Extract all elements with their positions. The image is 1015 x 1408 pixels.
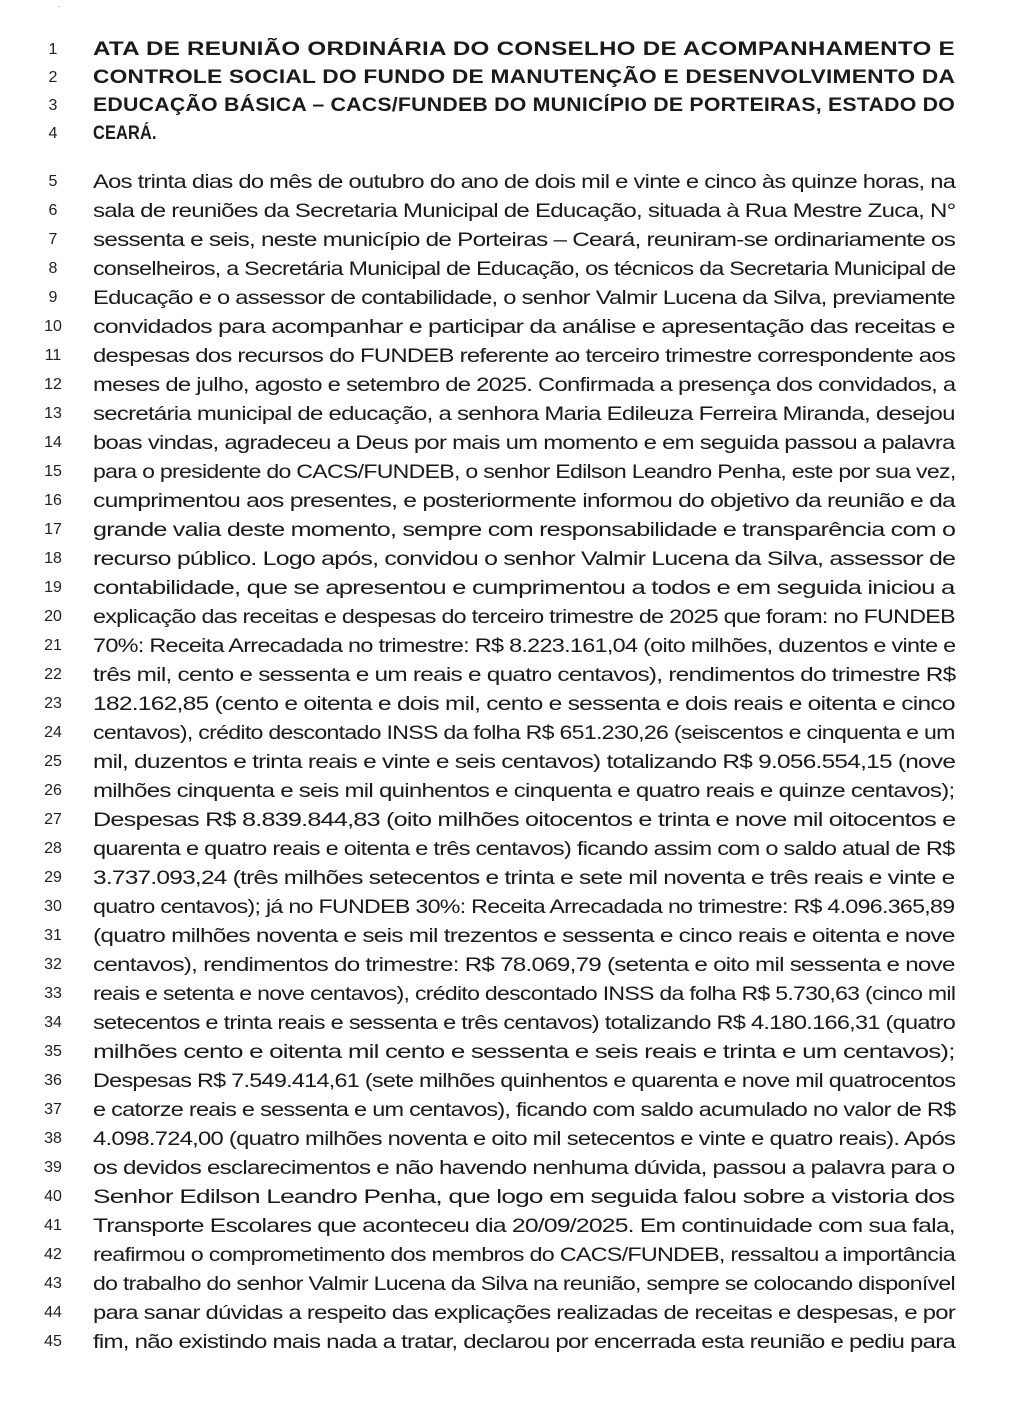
body-line xyxy=(0,690,1015,718)
title-line xyxy=(0,92,1015,120)
body-line xyxy=(0,284,1015,312)
line-number: 42 xyxy=(44,1246,62,1263)
body-line xyxy=(0,487,1015,515)
body-line xyxy=(0,1038,1015,1066)
body-text: milhões cinquenta e seis mil quinhentos e cinquenta e quatro reais e quinze centavos); xyxy=(93,780,955,802)
body-line xyxy=(0,1154,1015,1182)
line-number: 29 xyxy=(44,869,62,886)
line-number: 8 xyxy=(48,260,58,277)
body-text: grande valia deste momento, sempre com responsabilidade e transparência com o xyxy=(93,519,956,541)
line-number: 40 xyxy=(44,1188,62,1205)
line-number: 31 xyxy=(44,927,62,944)
body-text: e catorze reais e sessenta e um centavos), ficando com saldo acumulado no valor de R$ xyxy=(93,1099,956,1121)
body-text: contabilidade, que se apresentou e cumprimentou a todos e em seguida iniciou a xyxy=(93,577,955,599)
line-number: 13 xyxy=(44,405,62,422)
line-number: 27 xyxy=(44,811,62,828)
body-text: Educação e o assessor de contabilidade, o senhor Valmir Lucena da Silva, previamente xyxy=(93,287,956,309)
body-text: Aos trinta dias do mês de outubro do ano de dois mil e vinte e cinco às quinze horas, na xyxy=(93,171,956,193)
body-text: Senhor Edilson Leandro Penha, que logo em seguida falou sobre a vistoria dos xyxy=(93,1186,955,1208)
body-text: quarenta e quatro reais e oitenta e três centavos) ficando assim com o saldo atual de R$ xyxy=(93,838,955,860)
body-text: recurso público. Logo após, convidou o senhor Valmir Lucena da Silva, assessor de xyxy=(93,548,956,570)
line-number: 28 xyxy=(44,840,62,857)
body-line xyxy=(0,1299,1015,1327)
body-line xyxy=(0,748,1015,776)
line-number: 1 xyxy=(48,41,58,58)
title-line xyxy=(0,64,1015,92)
body-text: para sanar dúvidas a respeito das explicações realizadas de receitas e despesas, e por xyxy=(93,1302,956,1324)
line-number: 43 xyxy=(44,1275,62,1292)
body-line xyxy=(0,458,1015,486)
body-line xyxy=(0,719,1015,747)
line-number: 4 xyxy=(48,125,58,142)
body-text: para o presidente do CACS/FUNDEB, o senhor Edilson Leandro Penha, este por sua vez, xyxy=(93,461,956,483)
body-line xyxy=(0,255,1015,283)
title-line xyxy=(0,36,1015,64)
line-number: 6 xyxy=(48,202,58,219)
body-text: boas vindas, agradeceu a Deus por mais um momento e em seguida passou a palavra xyxy=(93,432,955,454)
line-number: 25 xyxy=(44,753,62,770)
body-text: fim, não existindo mais nada a tratar, declarou por encerrada esta reunião e pediu para xyxy=(93,1331,956,1353)
body-line xyxy=(0,226,1015,254)
scan-mark: - xyxy=(58,2,61,11)
line-number: 5 xyxy=(48,173,58,190)
line-number: 35 xyxy=(44,1043,62,1060)
line-number: 20 xyxy=(44,608,62,625)
body-text: cumprimentou aos presentes, e posteriormente informou do objetivo da reunião e da xyxy=(93,490,955,512)
body-line xyxy=(0,632,1015,660)
line-number: 3 xyxy=(48,97,58,114)
body-line xyxy=(0,168,1015,196)
line-number: 9 xyxy=(48,289,58,306)
body-line xyxy=(0,313,1015,341)
line-number: 22 xyxy=(44,666,62,683)
body-text: 4.098.724,00 (quatro milhões noventa e oito mil setecentos e vinte e quatro reais). Após xyxy=(93,1128,956,1150)
body-line xyxy=(0,661,1015,689)
body-line xyxy=(0,980,1015,1008)
line-number: 21 xyxy=(44,637,62,654)
body-text: 3.737.093,24 (três milhões setecentos e trinta e sete mil noventa e três reais e vinte e xyxy=(93,867,955,889)
body-text: os devidos esclarecimentos e não havendo nenhuma dúvida, passou a palavra para o xyxy=(93,1157,955,1179)
body-line xyxy=(0,1009,1015,1037)
line-number: 32 xyxy=(44,956,62,973)
body-line xyxy=(0,1270,1015,1298)
line-number: 39 xyxy=(44,1159,62,1176)
body-text: conselheiros, a Secretária Municipal de Educação, os técnicos da Secretaria Municipal de xyxy=(93,258,956,280)
body-text: sala de reuniões da Secretaria Municipal de Educação, situada à Rua Mestre Zuca, N° xyxy=(93,200,956,222)
line-number: 18 xyxy=(44,550,62,567)
line-number: 10 xyxy=(44,318,62,335)
line-number: 12 xyxy=(44,376,62,393)
line-number: 23 xyxy=(44,695,62,712)
body-line xyxy=(0,1328,1015,1356)
title-line xyxy=(0,120,1015,148)
body-line xyxy=(0,516,1015,544)
line-number: 30 xyxy=(44,898,62,915)
body-line xyxy=(0,545,1015,573)
line-number: 34 xyxy=(44,1014,62,1031)
body-text: sessenta e seis, neste município de Porteiras – Ceará, reuniram-se ordinariamente os xyxy=(93,229,956,251)
line-number: 15 xyxy=(44,463,62,480)
body-line xyxy=(0,371,1015,399)
body-line xyxy=(0,1183,1015,1211)
body-line xyxy=(0,342,1015,370)
body-text: convidados para acompanhar e participar da análise e apresentação das receitas e xyxy=(93,316,955,338)
line-number: 14 xyxy=(44,434,62,451)
line-number: 7 xyxy=(48,231,58,248)
title-text: CONTROLE SOCIAL DO FUNDO DE MANUTENÇÃO E DESENVOLVIMENTO DA xyxy=(93,67,956,88)
body-text: (quatro milhões noventa e seis mil trezentos e sessenta e cinco reais e oitenta e nove xyxy=(93,925,955,947)
body-line xyxy=(0,1241,1015,1269)
line-number: 17 xyxy=(44,521,62,538)
body-line xyxy=(0,400,1015,428)
body-line xyxy=(0,1212,1015,1240)
body-text: 70%: Receita Arrecadada no trimestre: R$ 8.223.161,04 (oito milhões, duzentos e vinte e xyxy=(93,635,956,657)
body-text: 182.162,85 (cento e oitenta e dois mil, cento e sessenta e dois reais e oitenta e cinco xyxy=(93,693,955,715)
body-text: despesas dos recursos do FUNDEB referente ao terceiro trimestre correspondente aos xyxy=(93,345,956,367)
body-text: quatro centavos); já no FUNDEB 30%: Receita Arrecadada no trimestre: R$ 4.096.365,89 xyxy=(93,896,955,918)
body-text: meses de julho, agosto e setembro de 2025. Confirmada a presença dos convidados, a xyxy=(93,374,956,396)
body-text: três mil, cento e sessenta e um reais e quatro centavos), rendimentos do trimestre R$ xyxy=(93,664,956,686)
body-text: do trabalho do senhor Valmir Lucena da Silva na reunião, sempre se colocando disponível xyxy=(93,1273,955,1295)
line-number: 33 xyxy=(44,985,62,1002)
body-line xyxy=(0,893,1015,921)
body-text: mil, duzentos e trinta reais e vinte e seis centavos) totalizando R$ 9.056.554,15 (nove xyxy=(93,751,956,773)
line-number: 36 xyxy=(44,1072,62,1089)
body-line xyxy=(0,1067,1015,1095)
body-line xyxy=(0,1125,1015,1153)
body-line xyxy=(0,574,1015,602)
title-text: ATA DE REUNIÃO ORDINÁRIA DO CONSELHO DE ACOMPANHAMENTO E xyxy=(93,39,955,60)
body-text: reafirmou o comprometimento dos membros do CACS/FUNDEB, ressaltou a importância xyxy=(93,1244,955,1266)
title-text: EDUCAÇÃO BÁSICA – CACS/FUNDEB DO MUNICÍPIO DE PORTEIRAS, ESTADO DO xyxy=(93,95,956,116)
body-text: reais e setenta e nove centavos), crédito descontado INSS da folha R$ 5.730,63 (cinco mil xyxy=(93,983,956,1005)
line-number: 37 xyxy=(44,1101,62,1118)
line-number: 44 xyxy=(44,1304,62,1321)
body-line xyxy=(0,429,1015,457)
body-text: centavos), rendimentos do trimestre: R$ 78.069,79 (setenta e oito mil sessenta e nove xyxy=(93,954,955,976)
body-line xyxy=(0,922,1015,950)
body-line xyxy=(0,806,1015,834)
line-number: 45 xyxy=(44,1333,62,1350)
line-number: 11 xyxy=(44,347,62,364)
body-text: explicação das receitas e despesas do terceiro trimestre de 2025 que foram: no FUNDEB xyxy=(93,606,955,628)
body-line xyxy=(0,197,1015,225)
body-text: centavos), crédito descontado INSS da folha R$ 651.230,26 (seiscentos e cinquenta e um xyxy=(93,722,955,744)
body-line xyxy=(0,777,1015,805)
body-text: setecentos e trinta reais e sessenta e três centavos) totalizando R$ 4.180.166,31 (quatro xyxy=(93,1012,956,1034)
title-text: CEARÁ. xyxy=(93,123,157,144)
line-number: 2 xyxy=(48,69,58,86)
body-text: secretária municipal de educação, a senhora Maria Edileuza Ferreira Miranda, desejou xyxy=(93,403,955,425)
body-text: Transporte Escolares que aconteceu dia 20/09/2025. Em continuidade com sua fala, xyxy=(93,1215,955,1237)
body-line xyxy=(0,1096,1015,1124)
line-number: 24 xyxy=(44,724,62,741)
line-number: 16 xyxy=(44,492,62,509)
body-text: milhões cento e oitenta mil cento e sessenta e seis reais e trinta e um centavos); xyxy=(93,1041,955,1063)
body-line xyxy=(0,835,1015,863)
line-number: 38 xyxy=(44,1130,62,1147)
body-line xyxy=(0,864,1015,892)
body-line xyxy=(0,951,1015,979)
body-line xyxy=(0,603,1015,631)
line-number: 19 xyxy=(44,579,62,596)
line-number: 26 xyxy=(44,782,62,799)
body-text: Despesas R$ 8.839.844,83 (oito milhões oitocentos e trinta e nove mil oitocentos e xyxy=(93,809,956,831)
body-text: Despesas R$ 7.549.414,61 (sete milhões quinhentos e quarenta e nove mil quatrocentos xyxy=(93,1070,956,1092)
line-number: 41 xyxy=(44,1217,62,1234)
